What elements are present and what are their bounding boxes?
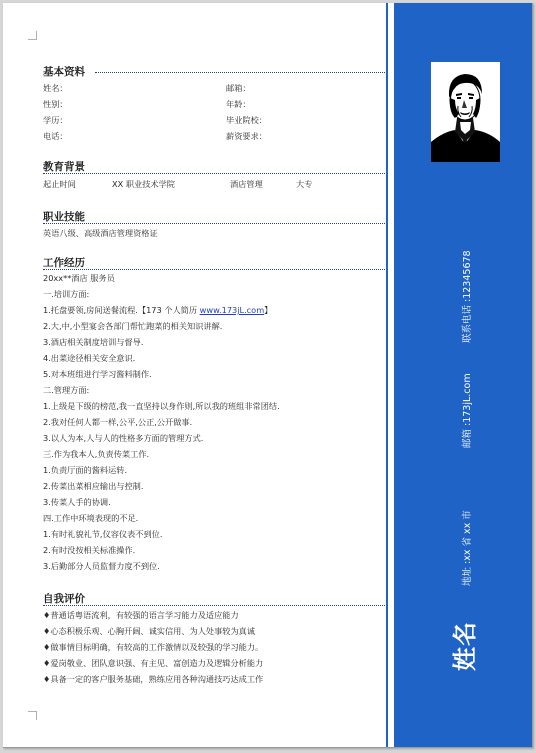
section-divider: [43, 223, 385, 224]
work-line-text: 1.托盘要领,房间送餐流程.【173 个人简历: [43, 305, 200, 315]
self-line: ♦做事情目标明确，有较高的工作激情以及较强的学习能力。: [43, 642, 264, 652]
sidebar-email: 邮箱 :173jL.com: [462, 373, 473, 448]
education-label: 学历：: [43, 115, 68, 125]
website-link[interactable]: www.173jL.com: [199, 305, 265, 315]
work-line: 1.上级是下级的榜范,我一直坚持以身作则,所以我的班组非常团结.: [43, 401, 280, 411]
profile-photo: [431, 62, 500, 162]
section-title-skills: 职业技能: [43, 211, 85, 223]
email-label: 邮箱：: [226, 83, 251, 93]
work-line: 3.传菜人手的协调.: [43, 497, 111, 507]
edu-major: 酒店管理: [230, 179, 263, 189]
name-label: 姓名：: [43, 83, 68, 93]
corner-mark: [28, 31, 37, 40]
work-line: 二.管理方面:: [43, 385, 90, 395]
section-divider: [95, 72, 385, 73]
self-line: ♦具备一定的客户服务基础，熟练应用各种沟通技巧达成工作: [43, 674, 264, 684]
work-line: 2.大,中,小型宴会各部门帮忙跑菜的相关知识讲解.: [43, 321, 223, 331]
corner-mark: [28, 711, 37, 720]
work-job: 20xx**酒店 服务员: [43, 273, 115, 283]
work-line: 3.酒店相关制度培训与督导.: [43, 337, 144, 347]
skills-text: 英语八级、高级酒店管理资格证: [43, 228, 158, 238]
gender-label: 性别：: [43, 99, 68, 109]
section-title-education: 教育背景: [43, 161, 85, 173]
work-line: 1.有时礼貌礼节,仪容仪表不到位.: [43, 529, 163, 539]
work-line: 1.负责厅面的酱料运转.: [43, 465, 128, 475]
profile-photo-image: [431, 62, 500, 162]
work-line: 三.作为我本人,负责传菜工作.: [43, 449, 150, 459]
work-line: 4.出菜途径相关安全意识.: [43, 353, 136, 363]
self-line: ♦爱岗敬业、团队意识强、有主见、富创造力及逻辑分析能力: [43, 658, 264, 668]
phone-label: 电话：: [43, 131, 68, 141]
age-label: 年龄：: [226, 99, 251, 109]
self-line: ♦心态积极乐观、心胸开阔、诚实信用、为人处事较为真诚: [43, 626, 256, 636]
work-line: 5.对本班组进行学习酱料制作.: [43, 369, 152, 379]
work-line-suffix: 】: [264, 305, 273, 315]
edu-degree: 大专: [296, 179, 313, 189]
work-line: [43, 305, 272, 315]
section-divider: [43, 605, 385, 606]
sidebar-name: 姓名: [451, 621, 479, 671]
section-divider: [43, 269, 385, 270]
work-line: 3.后勤部分人员监督力度不到位.: [43, 561, 160, 571]
sidebar-address: 地址 :xx 省 xx 市: [462, 510, 473, 586]
work-line: 四.工作中环境表现的不足.: [43, 513, 139, 523]
work-line: 2.有时没按相关标准操作.: [43, 545, 136, 555]
work-line: 3.以人为本,人与人的性格多方面的管理方式.: [43, 433, 204, 443]
edu-time: 起止时间: [43, 179, 76, 189]
section-divider: [43, 173, 385, 174]
salary-label: 薪资要求：: [226, 131, 267, 141]
work-line: 2.传菜出菜相应输出与控制.: [43, 481, 144, 491]
self-line: ♦普通话粤语流利，有较强的语言学习能力及适应能力: [43, 610, 239, 620]
sidebar-phone: 联系电话 :12345678: [462, 250, 473, 343]
resume-page: [3, 3, 533, 748]
accent-line: [386, 3, 388, 747]
work-line: 2.我对任何人都一样,公平,公正,公开做事.: [43, 417, 193, 427]
work-line: 一.培训方面:: [43, 289, 90, 299]
section-title-self: 自我评价: [43, 593, 85, 605]
section-title-work: 工作经历: [43, 257, 85, 269]
edu-school: XX 职业技术学院: [112, 179, 175, 189]
school-label: 毕业院校：: [226, 115, 267, 125]
section-title-basic: 基本资料: [43, 66, 85, 78]
